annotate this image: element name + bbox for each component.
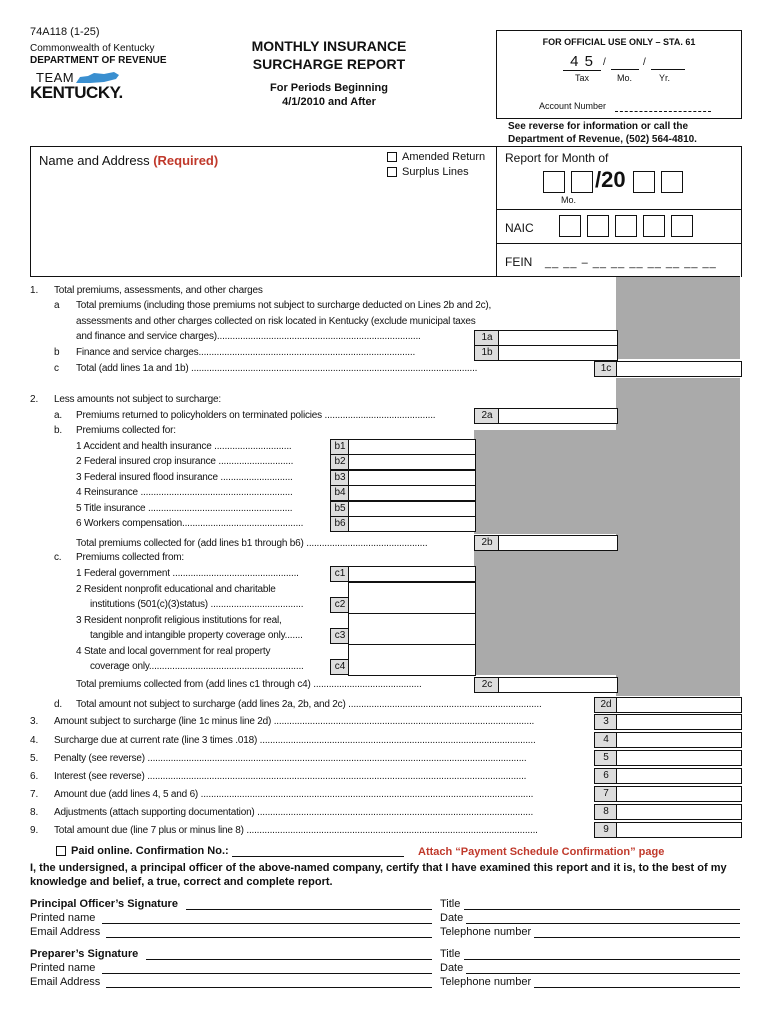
shade-4 xyxy=(474,551,616,675)
line-3-amount[interactable] xyxy=(616,714,742,730)
line-c2-label-1: 2 Resident nonprofit educational and charitable xyxy=(76,584,276,595)
line-2a-amount[interactable] xyxy=(498,408,618,424)
yr-label: Yr. xyxy=(659,73,671,83)
principal-signature-label: Principal Officer’s Signature xyxy=(30,898,178,910)
code-2b: 2b xyxy=(474,535,500,551)
code-c1: c1 xyxy=(330,566,350,582)
line-3-label: Amount subject to surcharge (line 1c minus line 2d) ..................................................................................................... xyxy=(54,716,535,727)
code-b1: b1 xyxy=(330,439,350,455)
line-b3-label: 3 Federal insured flood insurance ............................ xyxy=(76,472,293,483)
certify-1: I, the undersigned, a principal officer of the above-named company, certify that I have examined this report and it is, to the best of my xyxy=(30,862,727,874)
line-8-amount[interactable] xyxy=(616,804,742,820)
code-b3: b3 xyxy=(330,470,350,486)
preparer-telephone-label: Telephone number xyxy=(440,976,532,988)
line-c4-label-1: 4 State and local government for real property xyxy=(76,646,271,657)
shade-2 xyxy=(616,378,740,696)
month-field[interactable] xyxy=(611,69,639,70)
line-2a-label: Premiums returned to policyholders on terminated policies ........................................... xyxy=(76,410,436,421)
line-1-label: Total premiums, assessments, and other charges xyxy=(54,285,263,296)
line-1b-letter: b xyxy=(54,347,60,358)
code-6: 6 xyxy=(594,768,618,784)
line-2a-letter: a. xyxy=(54,410,62,421)
name-address-box[interactable] xyxy=(30,146,497,277)
code-2d: 2d xyxy=(594,697,618,713)
code-5: 5 xyxy=(594,750,618,766)
naic-digit-1[interactable] xyxy=(559,215,581,237)
team-kentucky-logo xyxy=(30,70,130,102)
line-b4-label: 4 Reinsurance ........................................................... xyxy=(76,487,293,498)
line-1a-label-1: Total premiums (including those premiums not subject to surcharge deducted on Lines 2b and 2c), xyxy=(76,300,492,311)
line-2d-letter: d. xyxy=(54,699,62,710)
line-b2-label: 2 Federal insured crop insurance ............................. xyxy=(76,456,294,467)
line-c3-amount[interactable] xyxy=(348,613,476,645)
line-2c-letter: c. xyxy=(54,552,62,563)
line-b6-amount[interactable] xyxy=(348,516,476,532)
fein-label: FEIN xyxy=(505,255,533,269)
principal-printed-name-field[interactable] xyxy=(102,923,432,924)
official-use-box: FOR OFFICIAL USE ONLY – STA. 61 4 5 / / Tax Mo. Yr. Account Number xyxy=(496,30,742,119)
form-title-1: MONTHLY INSURANCE xyxy=(251,38,407,54)
line-5-amount[interactable] xyxy=(616,750,742,766)
line-b6-label: 6 Workers compensation............................................... xyxy=(76,518,304,529)
code-7: 7 xyxy=(594,786,618,802)
line-c3-label-1: 3 Resident nonprofit religious institutions for real, xyxy=(76,615,282,626)
line-2d-amount[interactable] xyxy=(616,697,742,713)
line-4-label: Surcharge due at current rate (line 3 times .018) ........................................................................................................... xyxy=(54,735,536,746)
line-c3-label-2: tangible and intangible property coverage only....... xyxy=(90,630,303,641)
shade-1 xyxy=(616,277,740,359)
line-1-number: 1. xyxy=(30,285,39,296)
preparer-date-field[interactable] xyxy=(466,973,740,974)
preparer-date-label: Date xyxy=(440,962,464,974)
line-7-number: 7. xyxy=(30,789,39,800)
line-b4-amount[interactable] xyxy=(348,485,476,501)
line-6-number: 6. xyxy=(30,771,39,782)
line-b1-amount[interactable] xyxy=(348,439,476,455)
line-b5-label: 5 Title insurance ........................................................ xyxy=(76,503,293,514)
naic-digit-5[interactable] xyxy=(671,215,693,237)
line-1b-label: Finance and service charges.................................................................................... xyxy=(76,347,416,358)
line-b1-label: 1 Accident and health insurance .............................. xyxy=(76,441,292,452)
line-2b-amount[interactable] xyxy=(498,535,618,551)
amended-checkbox[interactable] xyxy=(387,152,397,162)
official-use-label: FOR OFFICIAL USE ONLY – STA. 61 xyxy=(542,37,696,47)
line-5-number: 5. xyxy=(30,753,39,764)
preparer-signature-field[interactable] xyxy=(146,959,432,960)
preparer-email-field[interactable] xyxy=(106,987,432,988)
line-c1-label: 1 Federal government ................................................. xyxy=(76,568,299,579)
paid-online-checkbox[interactable] xyxy=(56,846,66,856)
month-digit-2[interactable] xyxy=(571,171,593,193)
line-2-number: 2. xyxy=(30,394,39,405)
line-c2-amount[interactable] xyxy=(348,582,476,614)
code-c4: c4 xyxy=(330,659,350,675)
code-c3: c3 xyxy=(330,628,350,644)
mo-caption: Mo. xyxy=(561,195,577,205)
code-3: 3 xyxy=(594,714,618,730)
principal-date-field[interactable] xyxy=(466,923,740,924)
line-c4-amount[interactable] xyxy=(348,644,476,676)
line-8-label: Adjustments (attach supporting documentation) ........................................................................................................... xyxy=(54,807,534,818)
preparer-title-label: Title xyxy=(440,948,461,960)
line-c1-amount[interactable] xyxy=(348,566,476,582)
line-b3-amount[interactable] xyxy=(348,470,476,486)
code-2a: 2a xyxy=(474,408,500,424)
principal-email-label: Email Address xyxy=(30,926,101,938)
line-3-number: 3. xyxy=(30,716,39,727)
report-id-box xyxy=(496,146,742,277)
code-c2: c2 xyxy=(330,597,350,613)
line-b2-amount[interactable] xyxy=(348,454,476,470)
line-4-amount[interactable] xyxy=(616,732,742,748)
account-number-field[interactable] xyxy=(615,111,711,112)
year-digit-2[interactable] xyxy=(661,171,683,193)
slash-20: /20 xyxy=(595,167,626,192)
line-1a-amount[interactable] xyxy=(498,330,618,346)
line-b5-amount[interactable] xyxy=(348,501,476,517)
required-label: (Required) xyxy=(153,153,219,168)
line-1c-letter: c xyxy=(54,363,59,374)
line-6-amount[interactable] xyxy=(616,768,742,784)
report-month-label: Report for Month of xyxy=(505,151,609,165)
line-2-label: Less amounts not subject to surcharge: xyxy=(54,394,221,405)
code-b2: b2 xyxy=(330,454,350,470)
line-2b-total-label: Total premiums collected for (add lines b1 through b6) ............................................... xyxy=(76,538,428,549)
name-address-label: Name and Address xyxy=(39,153,150,168)
line-7-amount[interactable] xyxy=(616,786,742,802)
line-c2-label-2: institutions (501(c)(3)status) .................................... xyxy=(90,599,304,610)
principal-date-label: Date xyxy=(440,912,464,924)
amended-label: Amended Return xyxy=(402,151,486,163)
periods-1: For Periods Beginning xyxy=(270,82,388,94)
principal-title-label: Title xyxy=(440,898,461,910)
surplus-lines-option[interactable] xyxy=(387,166,469,178)
line-9-amount[interactable] xyxy=(616,822,742,838)
surplus-checkbox[interactable] xyxy=(387,167,397,177)
naic-digit-2[interactable] xyxy=(587,215,609,237)
line-1a-label-2: assessments and other charges collected on risk located in Kentucky (exclude municipal taxes xyxy=(76,316,476,327)
line-1a-letter: a xyxy=(54,300,60,311)
paid-online-option[interactable] xyxy=(56,845,229,857)
line-2c-total-label: Total premiums collected from (add lines c1 through c4) .......................................... xyxy=(76,679,422,690)
preparer-signature-label: Preparer’s Signature xyxy=(30,948,139,960)
certify-2: knowledge and belief, a true, correct and complete report. xyxy=(30,876,333,888)
mo-label: Mo. xyxy=(617,73,633,83)
agency-name: Commonwealth of Kentucky xyxy=(30,43,155,54)
surplus-label: Surplus Lines xyxy=(402,166,469,178)
periods-2: 4/1/2010 and After xyxy=(282,96,376,108)
preparer-title-field[interactable] xyxy=(464,959,740,960)
code-2c: 2c xyxy=(474,677,500,693)
month-digit-1[interactable] xyxy=(543,171,565,193)
see-reverse-2: Department of Revenue, (502) 564-4810. xyxy=(508,134,697,145)
year-digit-1[interactable] xyxy=(633,171,655,193)
tax-code: 4 5 xyxy=(563,53,601,71)
year-field[interactable] xyxy=(651,69,685,70)
line-2b-label: Premiums collected for: xyxy=(76,425,176,436)
code-1a: 1a xyxy=(474,330,500,346)
code-1b: 1b xyxy=(474,345,500,361)
shade-3 xyxy=(474,430,616,534)
line-1b-amount[interactable] xyxy=(498,345,618,361)
line-1a-label-3: and finance and service charges)............................................................................... xyxy=(76,331,421,342)
line-1c-amount[interactable] xyxy=(616,361,742,377)
naic-digit-3[interactable] xyxy=(615,215,637,237)
paid-online-label: Paid online. Confirmation No.: xyxy=(71,845,229,857)
logo-team-text: TEAM xyxy=(36,70,75,85)
confirmation-number-field[interactable] xyxy=(232,856,404,857)
preparer-email-label: Email Address xyxy=(30,976,101,988)
tax-label: Tax xyxy=(575,73,590,83)
line-6-label: Interest (see reverse) ................................................................................................................................................... xyxy=(54,771,527,782)
line-c4-label-2: coverage only............................................................ xyxy=(90,661,304,672)
code-b5: b5 xyxy=(330,501,350,517)
code-8: 8 xyxy=(594,804,618,820)
principal-signature-field[interactable] xyxy=(186,909,432,910)
line-8-number: 8. xyxy=(30,807,39,818)
preparer-telephone-field[interactable] xyxy=(534,987,740,988)
line-2c-label: Premiums collected from: xyxy=(76,552,185,563)
line-4-number: 4. xyxy=(30,735,39,746)
principal-email-field[interactable] xyxy=(106,937,432,938)
agency-dept: DEPARTMENT OF REVENUE xyxy=(30,55,167,66)
form-title-2: SURCHARGE REPORT xyxy=(252,56,406,72)
see-reverse-1: See reverse for information or call the xyxy=(508,121,689,132)
line-2d-label: Total amount not subject to surcharge (add lines 2a, 2b, and 2c) ........................................................................... xyxy=(76,699,542,710)
logo-kentucky-text: KENTUCKY. xyxy=(30,83,123,102)
line-1c-label: Total (add lines 1a and 1b) ............................................................................................................... xyxy=(76,363,478,374)
line-7-label: Amount due (add lines 4, 5 and 6) ................................................................................................................................. xyxy=(54,789,534,800)
code-1c: 1c xyxy=(594,361,618,377)
code-b4: b4 xyxy=(330,485,350,501)
preparer-printed-name-field[interactable] xyxy=(102,973,432,974)
preparer-printed-name-label: Printed name xyxy=(30,962,96,974)
principal-telephone-field[interactable] xyxy=(534,937,740,938)
principal-telephone-label: Telephone number xyxy=(440,926,532,938)
principal-title-field[interactable] xyxy=(464,909,740,910)
form-id: 74A118 (1-25) xyxy=(30,26,100,38)
line-9-label: Total amount due (line 7 plus or minus line 8) ................................................................................................................. xyxy=(54,825,538,836)
code-4: 4 xyxy=(594,732,618,748)
line-2b-letter: b. xyxy=(54,425,62,436)
principal-printed-name-label: Printed name xyxy=(30,912,96,924)
line-2c-amount[interactable] xyxy=(498,677,618,693)
naic-digit-4[interactable] xyxy=(643,215,665,237)
fein-field[interactable]: __ __ – __ __ __ __ __ __ __ xyxy=(545,257,717,269)
naic-label: NAIC xyxy=(505,221,534,235)
code-b6: b6 xyxy=(330,516,350,532)
account-number-label: Account Number xyxy=(539,101,607,111)
line-9-number: 9. xyxy=(30,825,39,836)
attach-note: Attach “Payment Schedule Confirmation” page xyxy=(418,846,665,858)
amended-return-option[interactable] xyxy=(387,151,485,163)
line-5-label: Penalty (see reverse) ................................................................................................................................................... xyxy=(54,753,527,764)
code-9: 9 xyxy=(594,822,618,838)
